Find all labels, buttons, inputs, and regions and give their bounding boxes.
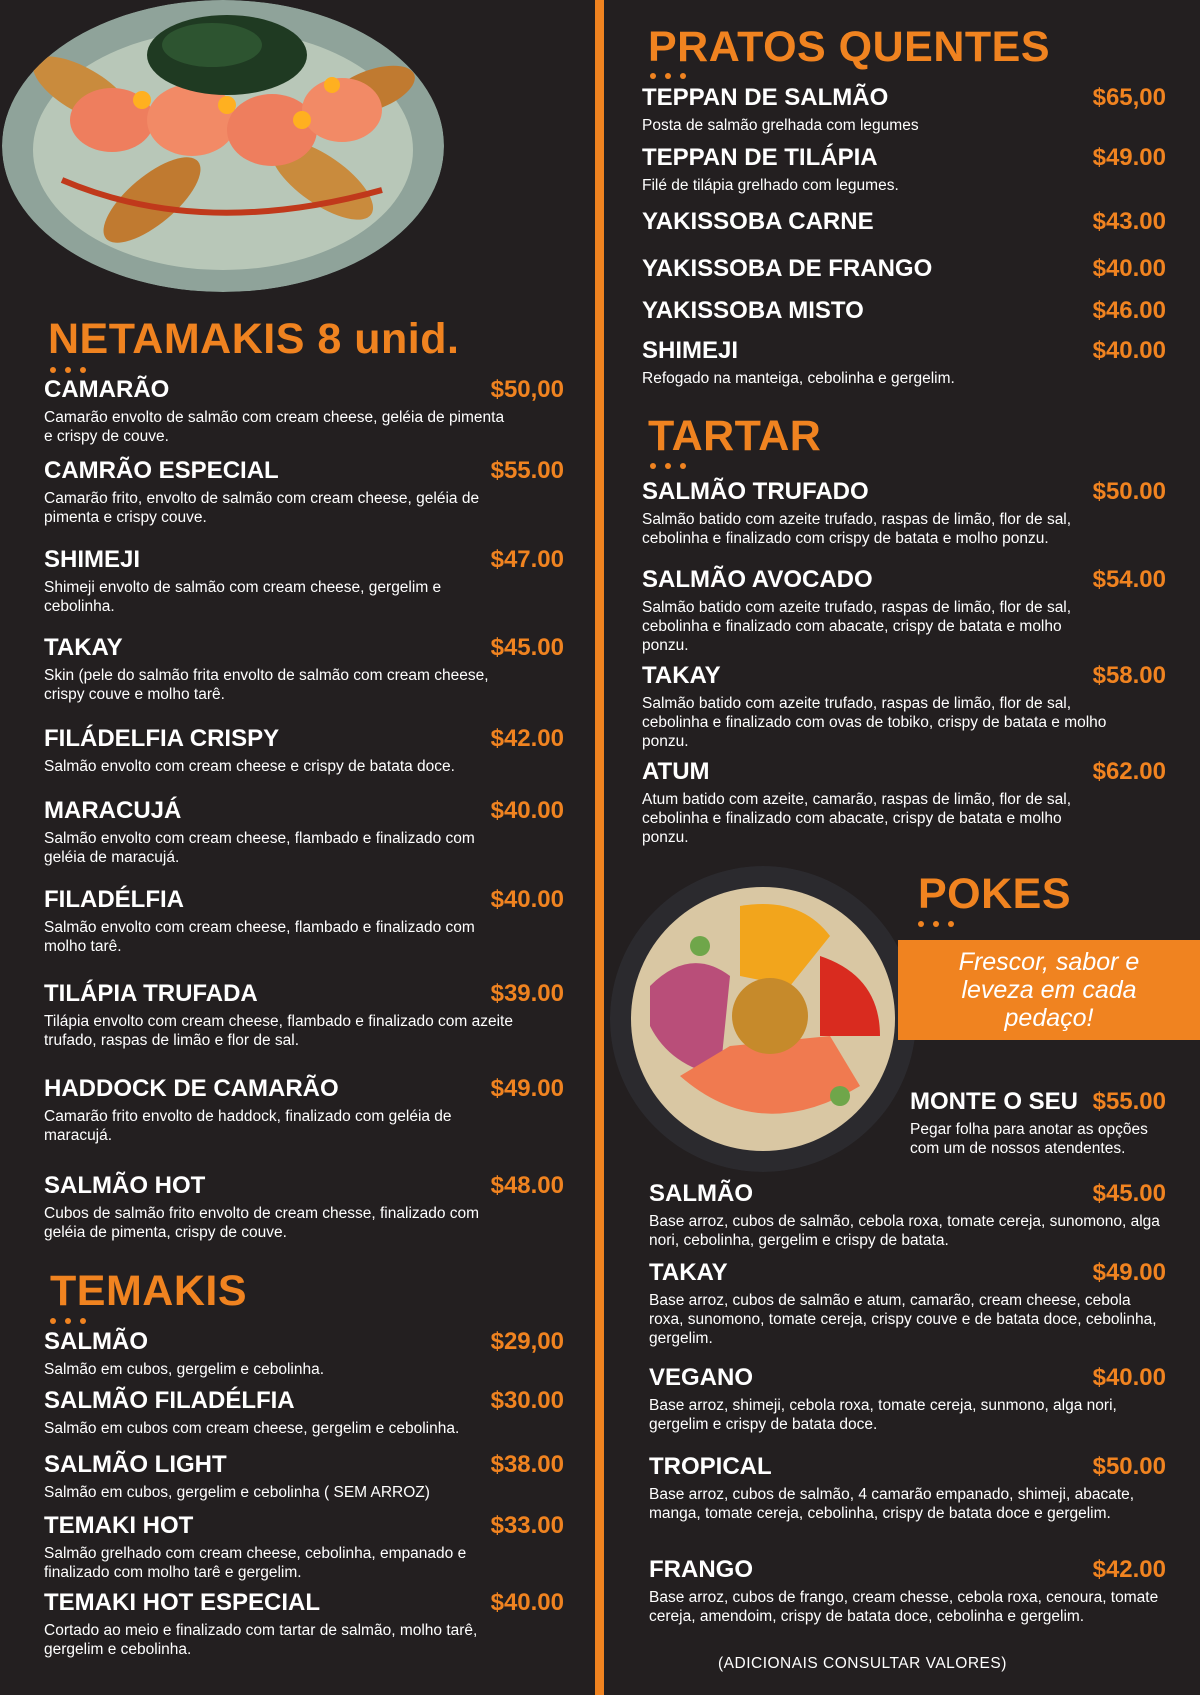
item-name: TEPPAN DE SALMÃO: [642, 84, 889, 111]
item-desc: Pegar folha para anotar as opções com um de nossos atendentes.: [910, 1121, 1148, 1157]
item-desc: Skin (pele do salmão frita envolto de salmão com cream cheese, crispy couve e molho tarê.: [44, 667, 489, 703]
item-name: TILÁPIA TRUFADA: [44, 980, 258, 1007]
item-name: FILÁDELFIA CRISPY: [44, 725, 280, 752]
menu-item: [642, 84, 1166, 135]
section-title-pratos-quentes: PRATOS QUENTES: [648, 23, 1051, 71]
menu-item: [44, 1589, 564, 1659]
item-desc: Cubos de salmão frito envolto de cream chesse, finalizado com geléia de pimenta, crispy de couve.: [44, 1205, 480, 1241]
item-price: $62.00: [1092, 758, 1166, 785]
item-price: $38.00: [490, 1451, 564, 1478]
item-desc: Salmão batido com azeite trufado, raspas de limão, flor de sal, cebolinha e finalizado com abacate, crispy de batata e molho ponzu.: [642, 599, 1072, 654]
item-price: $33.00: [490, 1512, 564, 1539]
item-price: $48.00: [490, 1172, 564, 1199]
item-price: $47.00: [490, 546, 564, 573]
menu-item: [44, 376, 564, 446]
item-price: $50,00: [490, 376, 564, 403]
item-price: $29,00: [490, 1328, 564, 1355]
item-price: $46.00: [1092, 297, 1166, 324]
item-desc: Salmão envolto com cream cheese, flambado e finalizado com geléia de maracujá.: [44, 830, 475, 866]
menu-item: [642, 337, 1166, 388]
item-price: $30.00: [490, 1387, 564, 1414]
section-dots: [50, 1311, 95, 1319]
item-price: $43.00: [1092, 208, 1166, 235]
section-title-temakis: TEMAKIS: [50, 1267, 247, 1315]
item-desc: Base arroz, cubos de salmão e atum, camarão, cream cheese, cebola roxa, sunomono, tomate cereja, crispy couve e de batata doce, cebolinha, gergelim.: [649, 1292, 1157, 1347]
menu-item: [642, 297, 1166, 325]
section-dots: [650, 66, 695, 74]
item-name: TAKAY: [642, 662, 721, 689]
item-name: HADDOCK DE CAMARÃO: [44, 1075, 339, 1102]
item-name: TEMAKI HOT ESPECIAL: [44, 1589, 321, 1616]
item-desc: Salmão batido com azeite trufado, raspas de limão, flor de sal, cebolinha e finalizado com ovas de tobiko, crispy de batata e molho ponzu.: [642, 695, 1107, 750]
item-price: $45.00: [1092, 1180, 1166, 1207]
item-desc: Salmão grelhado com cream cheese, cebolinha, empanado e finalizado com molho tarê e gergelim.: [44, 1545, 467, 1581]
menu-item: [44, 797, 564, 867]
menu-item: [44, 1172, 564, 1242]
item-name: CAMRÃO ESPECIAL: [44, 457, 279, 484]
item-price: $40.00: [1092, 337, 1166, 364]
section-title-netamakis: NETAMAKIS 8 unid.: [48, 315, 460, 363]
menu-item: [44, 1512, 564, 1582]
item-price: $40.00: [490, 886, 564, 913]
menu-item: [649, 1180, 1166, 1250]
item-name: VEGANO: [649, 1364, 754, 1391]
pokes-tagline-box: [898, 940, 1200, 1040]
menu-item: [642, 208, 1166, 236]
menu-item: [642, 662, 1166, 751]
item-price: $40.00: [490, 797, 564, 824]
item-name: SALMÃO LIGHT: [44, 1451, 227, 1478]
item-price: $40.00: [1092, 1364, 1166, 1391]
menu-item: [44, 1451, 564, 1502]
item-name: TAKAY: [649, 1259, 728, 1286]
item-desc: Atum batido com azeite, camarão, raspas de limão, flor de sal, cebolinha e finalizado com abacate, crispy de batata e molho ponzu.: [642, 791, 1072, 846]
item-desc: Salmão em cubos com cream cheese, gergelim e cebolinha.: [44, 1420, 460, 1437]
item-desc: Camarão frito envolto de haddock, finalizado com geléia de maracujá.: [44, 1108, 452, 1144]
item-desc: Shimeji envolto de salmão com cream cheese, gergelim e cebolinha.: [44, 579, 442, 615]
item-desc: Cortado ao meio e finalizado com tartar de salmão, molho tarê, gergelim e cebolinha.: [44, 1622, 478, 1658]
menu-item: [44, 1328, 564, 1379]
item-price: $49.00: [1092, 1259, 1166, 1286]
item-name: YAKISSOBA DE FRANGO: [642, 255, 933, 282]
section-title-tartar: TARTAR: [648, 412, 822, 460]
menu-item: [649, 1364, 1166, 1434]
item-name: SHIMEJI: [44, 546, 141, 573]
item-name: TEMAKI HOT: [44, 1512, 194, 1539]
menu-item: [44, 886, 564, 956]
footer-note: (ADICIONAIS CONSULTAR VALORES): [718, 1655, 1007, 1672]
menu-item: [44, 1387, 564, 1438]
item-price: $40.00: [1092, 255, 1166, 282]
poke-monte-o-seu: [910, 1088, 1166, 1158]
item-price: $39.00: [490, 980, 564, 1007]
menu-item: [44, 725, 564, 776]
item-name: MARACUJÁ: [44, 797, 182, 824]
item-name: YAKISSOBA CARNE: [642, 208, 874, 235]
item-name: SHIMEJI: [642, 337, 739, 364]
menu-item: [44, 634, 564, 704]
item-desc: Salmão em cubos, gergelim e cebolinha.: [44, 1361, 325, 1378]
item-price: $65,00: [1092, 84, 1166, 111]
item-desc: Camarão frito, envolto de salmão com cream cheese, geléia de pimenta e crispy couve.: [44, 490, 480, 526]
item-price: $40.00: [490, 1589, 564, 1616]
item-name: TEPPAN DE TILÁPIA: [642, 144, 878, 171]
item-price: $55.00: [1092, 1088, 1166, 1115]
section-dots: [50, 360, 95, 368]
menu-item: [44, 980, 564, 1050]
item-price: $50.00: [1092, 1453, 1166, 1480]
item-name: SALMÃO TRUFADO: [642, 478, 869, 505]
item-desc: Salmão batido com azeite trufado, raspas de limão, flor de sal, cebolinha e finalizado com crispy de batata e molho ponzu.: [642, 511, 1072, 547]
item-price: $49.00: [1092, 144, 1166, 171]
item-name: TROPICAL: [649, 1453, 772, 1480]
dish-photo: [2, 0, 444, 292]
item-desc: Salmão em cubos, gergelim e cebolinha ( SEM ARROZ): [44, 1484, 430, 1501]
section-title-pokes: POKES: [918, 870, 1072, 918]
item-name: FILADÉLFIA: [44, 886, 184, 913]
item-price: $58.00: [1092, 662, 1166, 689]
item-price: $50.00: [1092, 478, 1166, 505]
menu-item: [642, 478, 1166, 548]
menu-item: [642, 255, 1166, 283]
menu-item: [642, 758, 1166, 847]
item-desc: Salmão envolto com cream cheese e crispy de batata doce.: [44, 758, 455, 775]
item-price: $55.00: [490, 457, 564, 484]
item-price: $45.00: [490, 634, 564, 661]
menu-item: [44, 457, 564, 527]
item-price: $49.00: [490, 1075, 564, 1102]
item-name: YAKISSOBA MISTO: [642, 297, 864, 324]
menu-item: [44, 546, 564, 616]
pokes-tagline: Frescor, sabor e leveza em cada pedaço!: [958, 948, 1140, 1032]
item-name: ATUM: [642, 758, 710, 785]
poke-bowl-photo: [610, 866, 916, 1172]
item-name: FRANGO: [649, 1556, 753, 1583]
item-desc: Base arroz, cubos de salmão, 4 camarão empanado, shimeji, abacate, manga, tomate cereja, cebolinha, crispy de batata doce e gergelim.: [649, 1486, 1135, 1522]
item-price: $54.00: [1092, 566, 1166, 593]
menu-item: [649, 1453, 1166, 1523]
item-desc: Salmão envolto com cream cheese, flambado e finalizado com molho tarê.: [44, 919, 475, 955]
item-name: SALMÃO FILADÉLFIA: [44, 1387, 295, 1414]
column-divider: [595, 0, 604, 1695]
item-name: SALMÃO: [649, 1180, 753, 1207]
item-name: SALMÃO: [44, 1328, 148, 1355]
item-name: SALMÃO AVOCADO: [642, 566, 873, 593]
menu-item: [649, 1556, 1166, 1626]
menu-item: [649, 1259, 1166, 1348]
item-desc: Base arroz, cubos de salmão, cebola roxa, tomate cereja, sunomono, alga nori, cebolinha, gergelim e crispy de batata.: [649, 1213, 1160, 1249]
item-price: $42.00: [490, 725, 564, 752]
item-desc: Camarão envolto de salmão com cream cheese, geléia de pimenta e crispy de couve.: [44, 409, 505, 445]
item-name: SALMÃO HOT: [44, 1172, 206, 1199]
item-name: TAKAY: [44, 634, 123, 661]
item-desc: Posta de salmão grelhada com legumes: [642, 117, 919, 134]
menu-item: [642, 144, 1166, 195]
item-desc: Base arroz, shimeji, cebola roxa, tomate cereja, sunmono, alga nori, gergelim e crispy de batata doce.: [649, 1397, 1117, 1433]
menu-item: [44, 1075, 564, 1145]
item-desc: Filé de tilápia grelhado com legumes.: [642, 177, 899, 194]
item-desc: Refogado na manteiga, cebolinha e gergelim.: [642, 370, 955, 387]
item-name: CAMARÃO: [44, 376, 170, 403]
item-name: MONTE O SEU: [910, 1088, 1079, 1115]
item-price: $42.00: [1092, 1556, 1166, 1583]
item-desc: Base arroz, cubos de frango, cream chesse, cebola roxa, cenoura, tomate cereja, amendoim, crispy de batata doce, cebolinha e gergelim.: [649, 1589, 1159, 1625]
menu-item: [642, 566, 1166, 655]
section-dots: [650, 456, 695, 464]
section-dots: [918, 914, 963, 922]
item-desc: Tilápia envolto com cream cheese, flambado e finalizado com azeite trufado, raspas de limão e flor de sal.: [44, 1013, 513, 1049]
